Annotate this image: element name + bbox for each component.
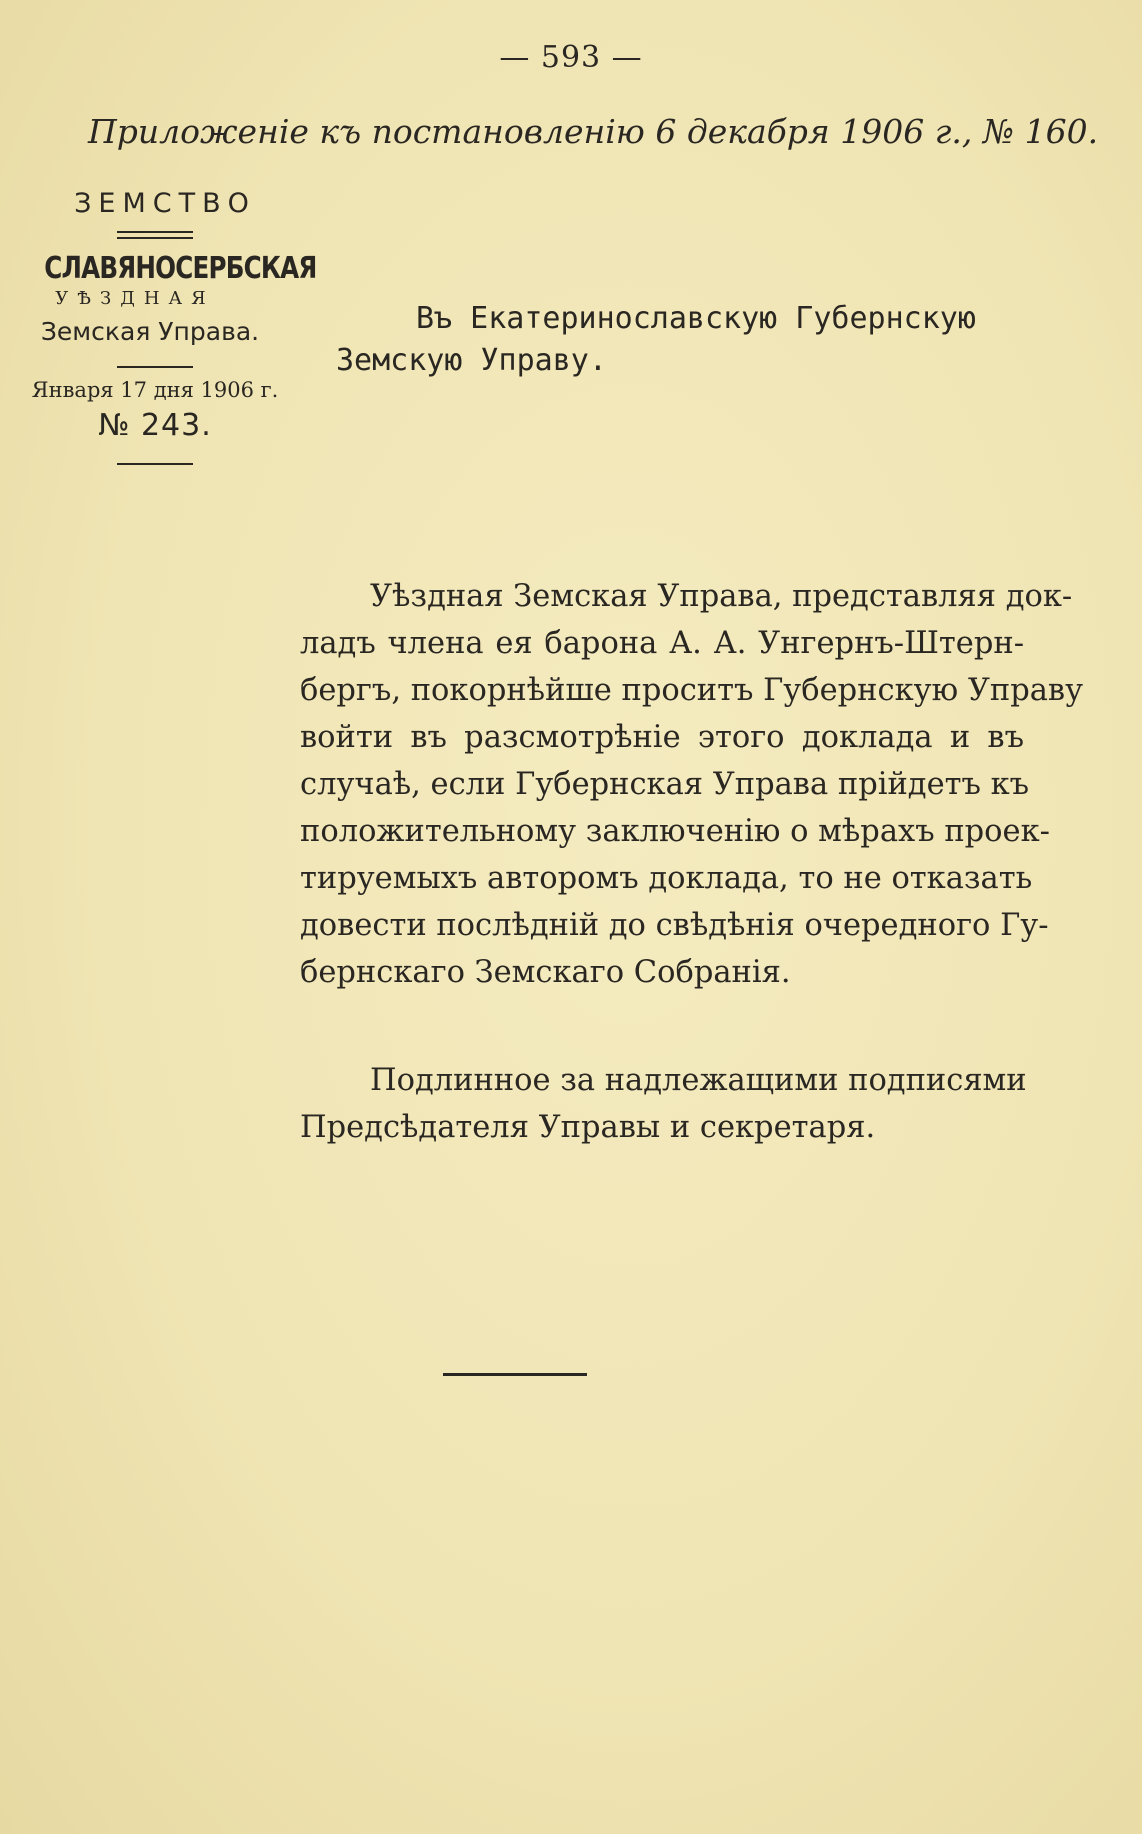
body-line: бернскаго Земскаго Собранія. bbox=[300, 955, 791, 990]
body-paragraph bbox=[300, 573, 1084, 996]
signature-line: Подлинное за надлежащими подписями bbox=[370, 1063, 1027, 1098]
addressee-line: Земскую Управу. bbox=[336, 343, 607, 378]
zemstvo-label: ЗЕМСТВО bbox=[74, 188, 256, 219]
divider bbox=[117, 366, 193, 368]
body-line: бергъ, покорнѣйше проситъ Губернскую Управу bbox=[300, 673, 1084, 708]
body-line: войти въ разсмотрѣніе этого доклада и въ bbox=[300, 720, 1024, 755]
district-name: СЛАВЯНОСЕРБСКАЯ bbox=[44, 251, 317, 286]
page-number: — 593 — bbox=[499, 40, 643, 75]
document-date: Января 17 дня 1906 г. bbox=[31, 378, 279, 402]
body-line: случаѣ, если Губернская Управа прійдетъ къ bbox=[300, 767, 1030, 802]
body-line: положительному заключенію о мѣрахъ проек- bbox=[300, 814, 1050, 849]
addressee-block bbox=[336, 298, 1036, 382]
appendix-heading: Приложеніе къ постановленію 6 декабря 1906 г., № 160. bbox=[88, 112, 1099, 151]
uprava-label: Земская Управа. bbox=[40, 317, 260, 346]
signature-line: Предсѣдателя Управы и секретаря. bbox=[300, 1110, 876, 1145]
body-line: Уѣздная Земская Управа, представляя док- bbox=[370, 579, 1073, 614]
body-line: тируемыхъ авторомъ доклада, то не отказать bbox=[300, 861, 1033, 896]
double-rule bbox=[117, 231, 193, 239]
uezdnaya-label: УѢЗДНАЯ bbox=[55, 288, 215, 309]
divider bbox=[117, 463, 193, 465]
addressee-line: Въ Екатеринославскую Губернскую bbox=[416, 301, 976, 336]
body-line: довести послѣдній до свѣдѣнія очередного Гу- bbox=[300, 908, 1049, 943]
document-number: № 243. bbox=[98, 408, 212, 443]
signature-note bbox=[300, 1057, 1027, 1151]
sender-block bbox=[20, 188, 317, 465]
end-rule bbox=[443, 1373, 587, 1376]
body-line: ладъ члена ея барона А. А. Унгернъ-Штерн- bbox=[300, 626, 1024, 661]
